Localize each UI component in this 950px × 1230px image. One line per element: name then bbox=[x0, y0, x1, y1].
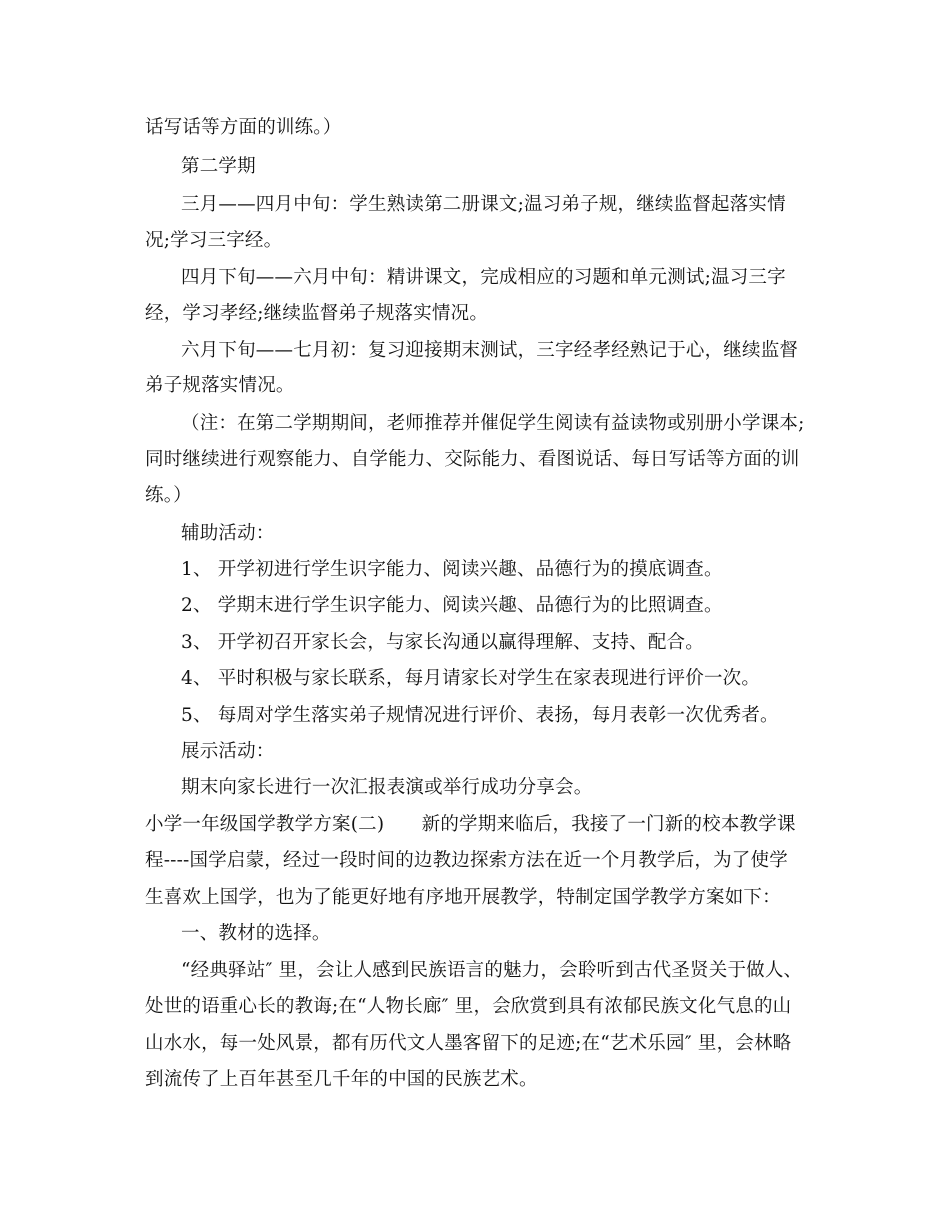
list-item-5: 5、 每周对学生落实弟子规情况进行评价、表扬，每月表彰一次优秀者。 bbox=[181, 705, 779, 726]
text-line-10: 同时继续进行观察能力、自学能力、交际能力、看图说话、每日写话等方面的训 bbox=[145, 449, 800, 470]
text-line-22: 生喜欢上国学，也为了能更好地有序地开展教学，特制定国学教学方案如下： bbox=[145, 887, 781, 908]
heading-second-semester: 第二学期 bbox=[181, 156, 256, 177]
text-line-3: 三月——四月中旬：学生熟读第二册课文;温习弟子规，继续监督起落实情 bbox=[181, 194, 786, 215]
text-line-7: 六月下旬——七月初：复习迎接期末测试，三字经孝经熟记于心，继续监督 bbox=[181, 340, 799, 361]
text-line-11: 练。） bbox=[145, 485, 192, 506]
text-line-8: 弟子规落实情况。 bbox=[145, 375, 295, 396]
list-item-4: 4、 平时积极与家长联系，每月请家长对学生在家表现进行评价一次。 bbox=[181, 668, 761, 689]
heading-textbook-selection: 一、教材的选择。 bbox=[181, 923, 331, 944]
text-line-27: 到流传了上百年甚至几千年的中国的民族艺术。 bbox=[145, 1069, 538, 1090]
list-item-2: 2、 学期末进行学生识字能力、阅读兴趣、品德行为的比照调查。 bbox=[181, 595, 723, 616]
section-title-plan-two: 小学一年级国学教学方案(二) 新的学期来临后，我接了一门新的校本教学课 bbox=[145, 814, 796, 835]
text-line-6: 经，学习孝经;继续监督弟子规落实情况。 bbox=[145, 303, 489, 324]
text-line-19: 期末向家长进行一次汇报表演或举行成功分享会。 bbox=[181, 777, 593, 798]
text-line-24: “经典驿站″ 里，会让人感到民族语言的魅力，会聆听到古代圣贤关于做人、 bbox=[181, 960, 803, 981]
text-line-5: 四月下旬——六月中旬：精讲课文，完成相应的习题和单元测试;温习三字 bbox=[181, 267, 786, 288]
list-item-1: 1、 开学初进行学生识字能力、阅读兴趣、品德行为的摸底调查。 bbox=[181, 559, 723, 580]
list-item-3: 3、 开学初召开家长会，与家长沟通以赢得理解、支持、配合。 bbox=[181, 632, 704, 653]
text-line-4: 况;学习三字经。 bbox=[145, 230, 283, 251]
text-line-1: 话写话等方面的训练。） bbox=[145, 117, 342, 138]
heading-auxiliary-activities: 辅助活动： bbox=[181, 523, 275, 544]
heading-display-activities: 展示活动： bbox=[181, 741, 275, 762]
text-line-9: （注：在第二学期期间，老师推荐并催促学生阅读有益读物或别册小学课本; bbox=[181, 413, 805, 434]
text-line-21: 程----国学启蒙，经过一段时间的边教边探索方法在近一个月教学后，为了使学 bbox=[145, 850, 788, 871]
text-line-26: 山水水，每一处风景，都有历代文人墨客留下的足迹;在“艺术乐园″ 里，会林略 bbox=[145, 1033, 792, 1054]
text-line-25: 处世的语重心长的教诲;在“人物长廊″ 里，会欣赏到具有浓郁民族文化气息的山 bbox=[145, 996, 792, 1017]
